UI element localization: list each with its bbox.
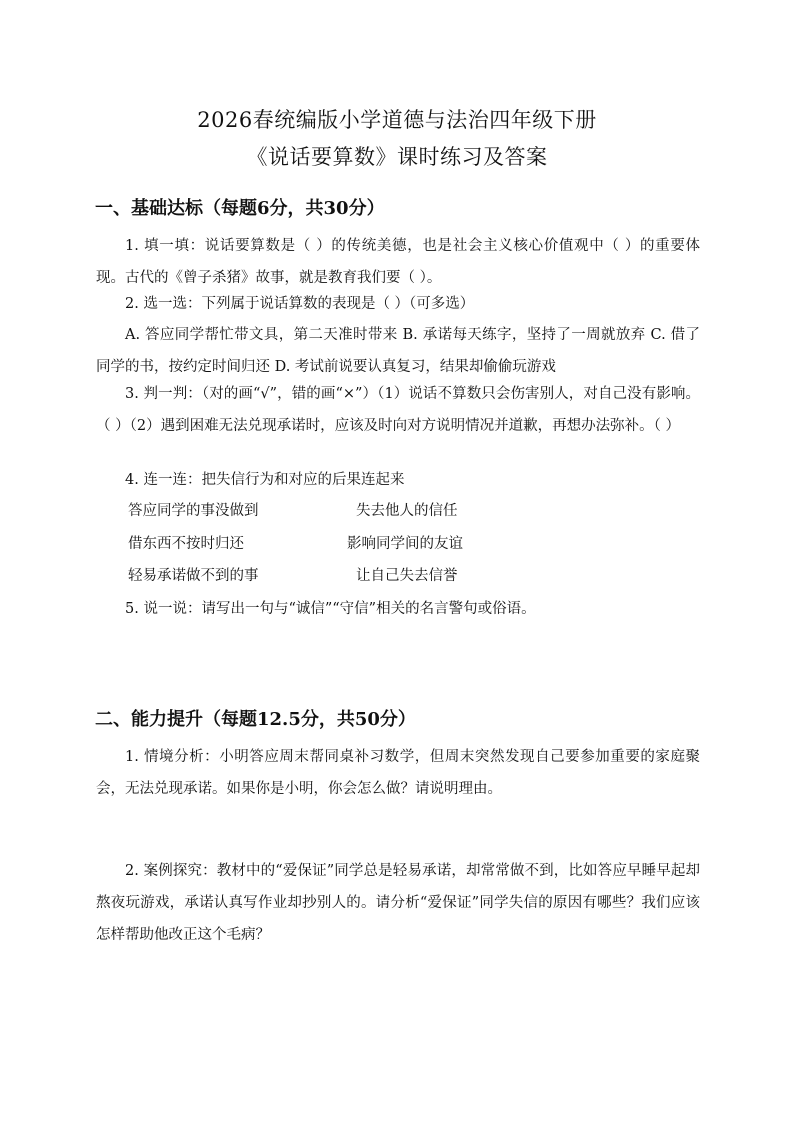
section1-question5-text: 5. 说一说：请写出一句与“诚信”“守信”相关的名言警句或俗语。 xyxy=(125,601,536,617)
section1-question3 xyxy=(96,378,700,442)
matching-right-item: 让自己失去信誉 xyxy=(356,568,458,584)
section1-question5 xyxy=(96,593,700,625)
section2-heading: 二、能力提升（每题12.5分，共50分） xyxy=(95,709,416,730)
matching-right-item: 影响同学间的友谊 xyxy=(347,536,463,552)
matching-left-item: 答应同学的事没做到 xyxy=(128,503,259,519)
section1-question4 xyxy=(96,464,700,496)
section1-question2 xyxy=(96,288,700,320)
document-title-line2: 《说话要算数》课时练习及答案 xyxy=(246,145,548,169)
section1-question3-text: 3. 判一判：（对的画“√”，错的画“×”）（1）说话不算数只会伤害别人，对自己没有影响。（ ）（2）遇到困难无法兑现承诺时，应该及时向对方说明情况并道歉，再想办法弥补。（ ） xyxy=(96,386,700,434)
section1-question4-text: 4. 连一连：把失信行为和对应的后果连起来 xyxy=(125,472,405,488)
matching-right-item: 失去他人的信任 xyxy=(356,503,458,519)
section2-question2 xyxy=(96,855,700,951)
section1-question1 xyxy=(96,230,700,294)
section1-question1-text: 1. 填一填：说话要算数是（ ）的传统美德，也是社会主义核心价值观中（ ）的重要体现。古代的《曾子杀猪》故事，就是教育我们要（ ）。 xyxy=(96,238,700,286)
section1-heading: 一、基础达标（每题6分，共30分） xyxy=(95,198,385,219)
section2-question2-text: 2. 案例探究：教材中的“爱保证”同学总是轻易承诺，却常常做不到，比如答应早睡早起却熬夜玩游戏，承诺认真写作业却抄别人的。请分析“爱保证”同学失信的原因有哪些？我们应该怎样帮助他改正这个毛病？ xyxy=(96,863,700,943)
matching-left-item: 轻易承诺做不到的事 xyxy=(128,568,259,584)
document-title-line1: 2026春统编版小学道德与法治四年级下册 xyxy=(197,108,597,132)
section1-question2-text: 2. 选一选：下列属于说话算数的表现是（ ）（可多选） xyxy=(125,296,475,312)
matching-left-item: 借东西不按时归还 xyxy=(128,536,244,552)
section1-question2-options-text: A. 答应同学帮忙带文具，第二天准时带来 B. 承诺每天练字，坚持了一周就放弃 C. 借了同学的书，按约定时间归还 D. 考试前说要认真复习，结果却偷偷玩游戏 xyxy=(96,327,700,375)
section1-question2-options xyxy=(96,319,700,383)
section2-question1 xyxy=(96,741,700,805)
section2-question1-text: 1. 情境分析：小明答应周末帮同桌补习数学，但周末突然发现自己要参加重要的家庭聚会，无法兑现承诺。如果你是小明，你会怎么做？请说明理由。 xyxy=(96,749,700,797)
